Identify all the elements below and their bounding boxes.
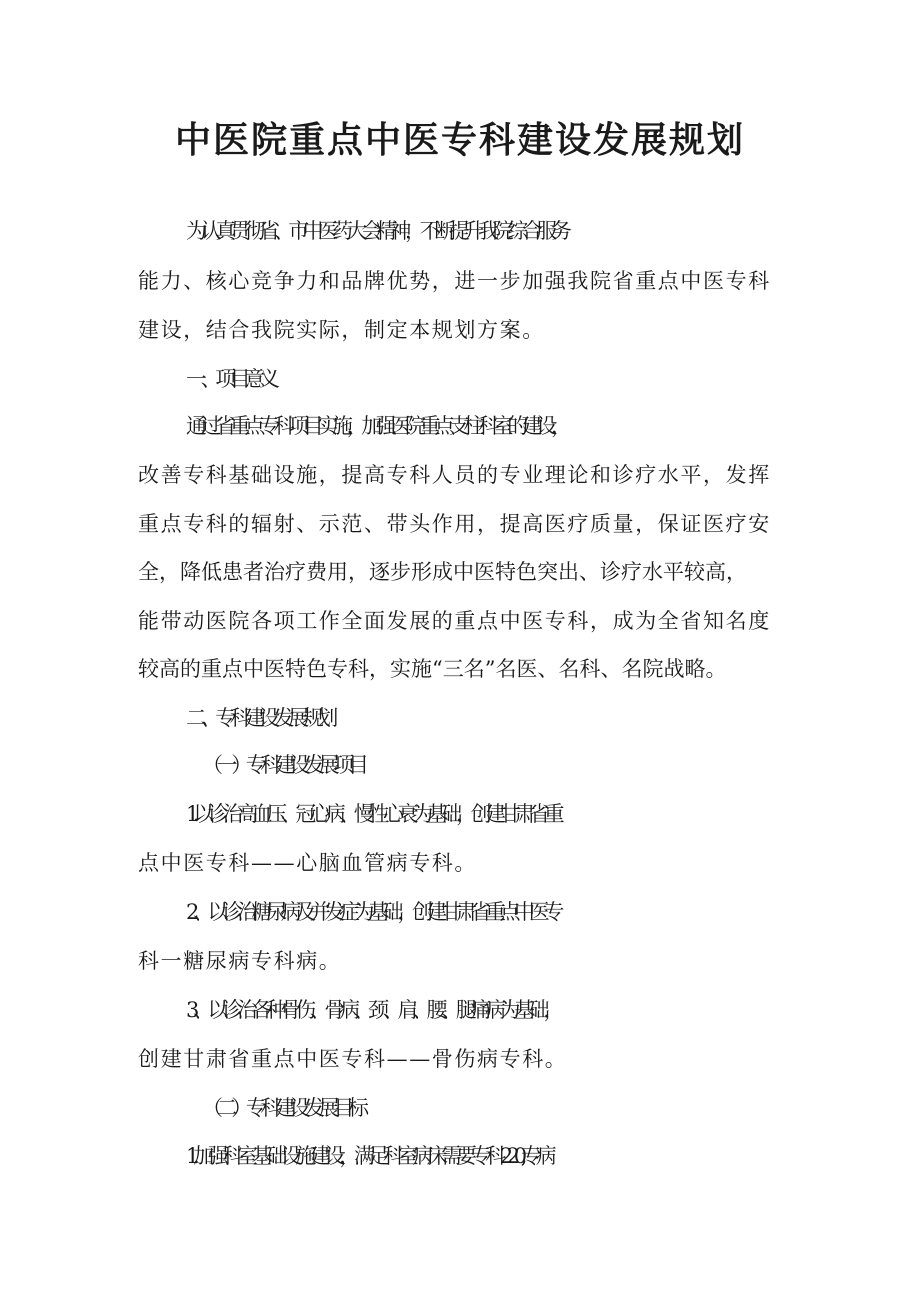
paragraph-line: 通过省重点专科项目实施，加强医院重点支柱科室的建设， <box>186 414 566 438</box>
paragraph-line: 能带动医院各项工作全面发展的重点中医专科，成为全省知名度 <box>138 609 771 633</box>
paragraph-line: 为认真贯彻省、市中医药大会精神，不断提升我院综合服务 <box>186 219 566 243</box>
paragraph-line: 重点专科的辐射、示范、带头作用，提高医疗质量，保证医疗安 <box>138 512 771 536</box>
list-item-line: 1.以诊治高血压、冠心病、慢性心衰为基础，创建甘肃省重 <box>186 802 559 826</box>
list-item-line: 2、以诊治糖尿病及并发症为基础，创建甘肃省重点中医专 <box>186 900 558 924</box>
list-item-line: 科一糖尿病专科病。 <box>138 949 342 973</box>
paragraph-line: 全，降低患者治疗费用，逐步形成中医特色突出、诊疗水平较高， <box>138 560 747 584</box>
section-heading: 二、专科建设发展规划 <box>186 706 332 730</box>
paragraph-line: 改善专科基础设施，提高专科人员的专业理论和诊疗水平，发挥 <box>138 463 771 487</box>
paragraph-line: 较高的重点中医特色专科，实施“三名”名医、名科、名院战略。 <box>138 657 727 681</box>
document-title: 中医院重点中医专科建设发展规划 <box>174 120 745 161</box>
list-item-line: 创建甘肃省重点中医专科——骨伤病专科。 <box>138 1047 568 1071</box>
subsection-heading: （一）专科建设发展项目 <box>202 753 363 777</box>
section-heading: 一、项目意义 <box>186 367 274 391</box>
paragraph-line: 建设，结合我院实际，制定本规划方案。 <box>138 318 545 342</box>
subsection-heading: （二）专科建设发展目标 <box>202 1096 363 1120</box>
list-item-line: 3、以诊治各种骨伤、骨病、颈、肩、腰、腿痛病为基础， <box>186 998 558 1022</box>
list-item-line: 点中医专科——心脑血管病专科。 <box>138 851 477 875</box>
list-item-line: 1.加强科室基础设施建设，满足科室病床需要专科220,专病 <box>186 1144 551 1168</box>
paragraph-line: 能力、核心竞争力和品牌优势，进一步加强我院省重点中医专科 <box>138 269 771 293</box>
